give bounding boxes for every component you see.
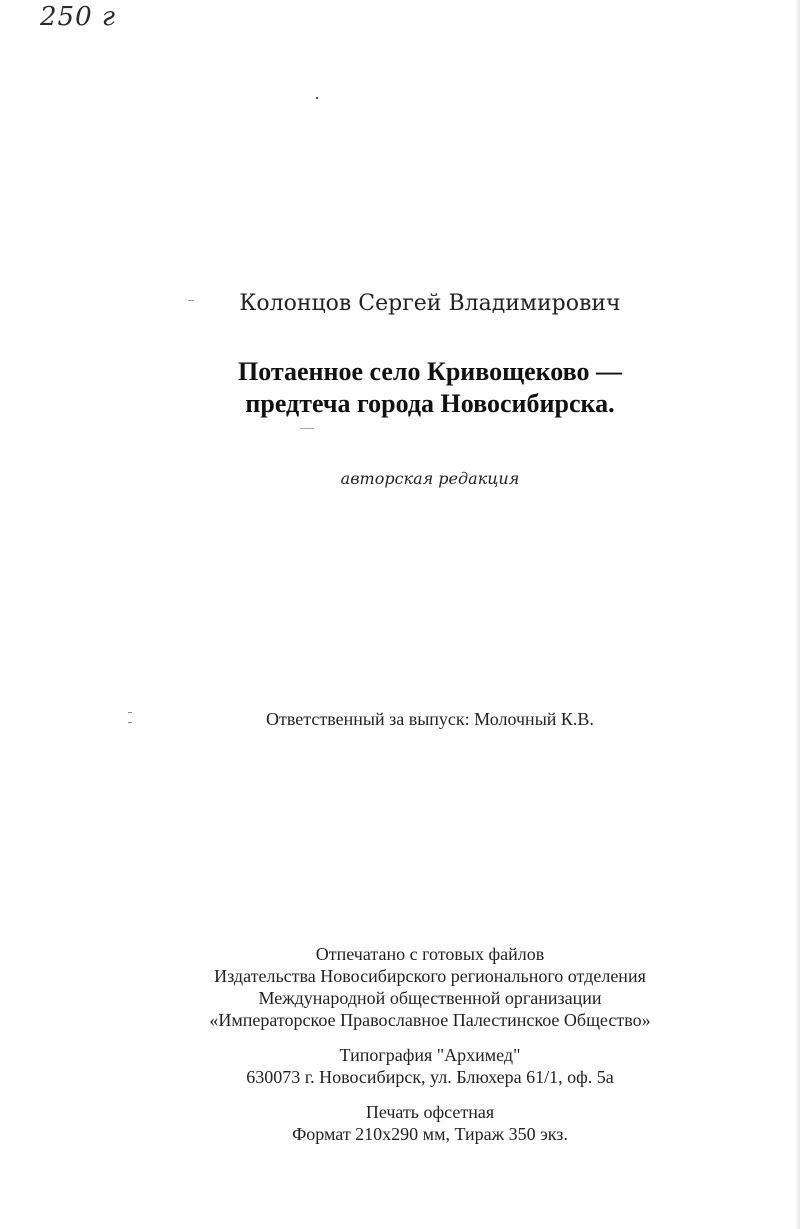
imprint-publisher-line-1: Издательства Новосибирского регионального отделения	[214, 966, 646, 986]
imprint-print-type: Печать офсетная	[365, 1102, 495, 1122]
imprint-spacer	[0, 1088, 800, 1101]
book-title-line-1: Потаенное село Кривощеково —	[238, 357, 622, 386]
edition-note: авторская редакция	[340, 469, 520, 488]
imprint-format: Формат 210х290 мм, Тираж 350 экз.	[292, 1124, 568, 1144]
imprint-block	[0, 943, 800, 1145]
imprint-address: 630073 г. Новосибирск, ул. Блюхера 61/1, оф. 5а	[246, 1067, 614, 1087]
imprint-publisher-line-2: Международной общественной организации	[258, 988, 602, 1008]
scan-speck	[316, 97, 318, 99]
imprint-publisher-line-3: «Императорское Православное Палестинское Общество»	[209, 1010, 651, 1030]
book-title	[0, 356, 800, 420]
page-edge-shadow	[795, 0, 800, 1229]
responsible-editor: Ответственный за выпуск: Молочный К.В.	[266, 709, 594, 729]
imprint-spacer	[0, 1031, 800, 1044]
author-name: Колонцов Сергей Владимирович	[239, 291, 621, 316]
handwritten-note: 250 г	[40, 2, 117, 32]
scan-dash	[300, 428, 314, 429]
imprint-printed-from: Отпечатано с готовых файлов	[315, 944, 545, 964]
book-title-line-2: предтеча города Новосибирска.	[245, 389, 615, 418]
imprint-printing-house: Типография "Архимед"	[339, 1045, 521, 1065]
